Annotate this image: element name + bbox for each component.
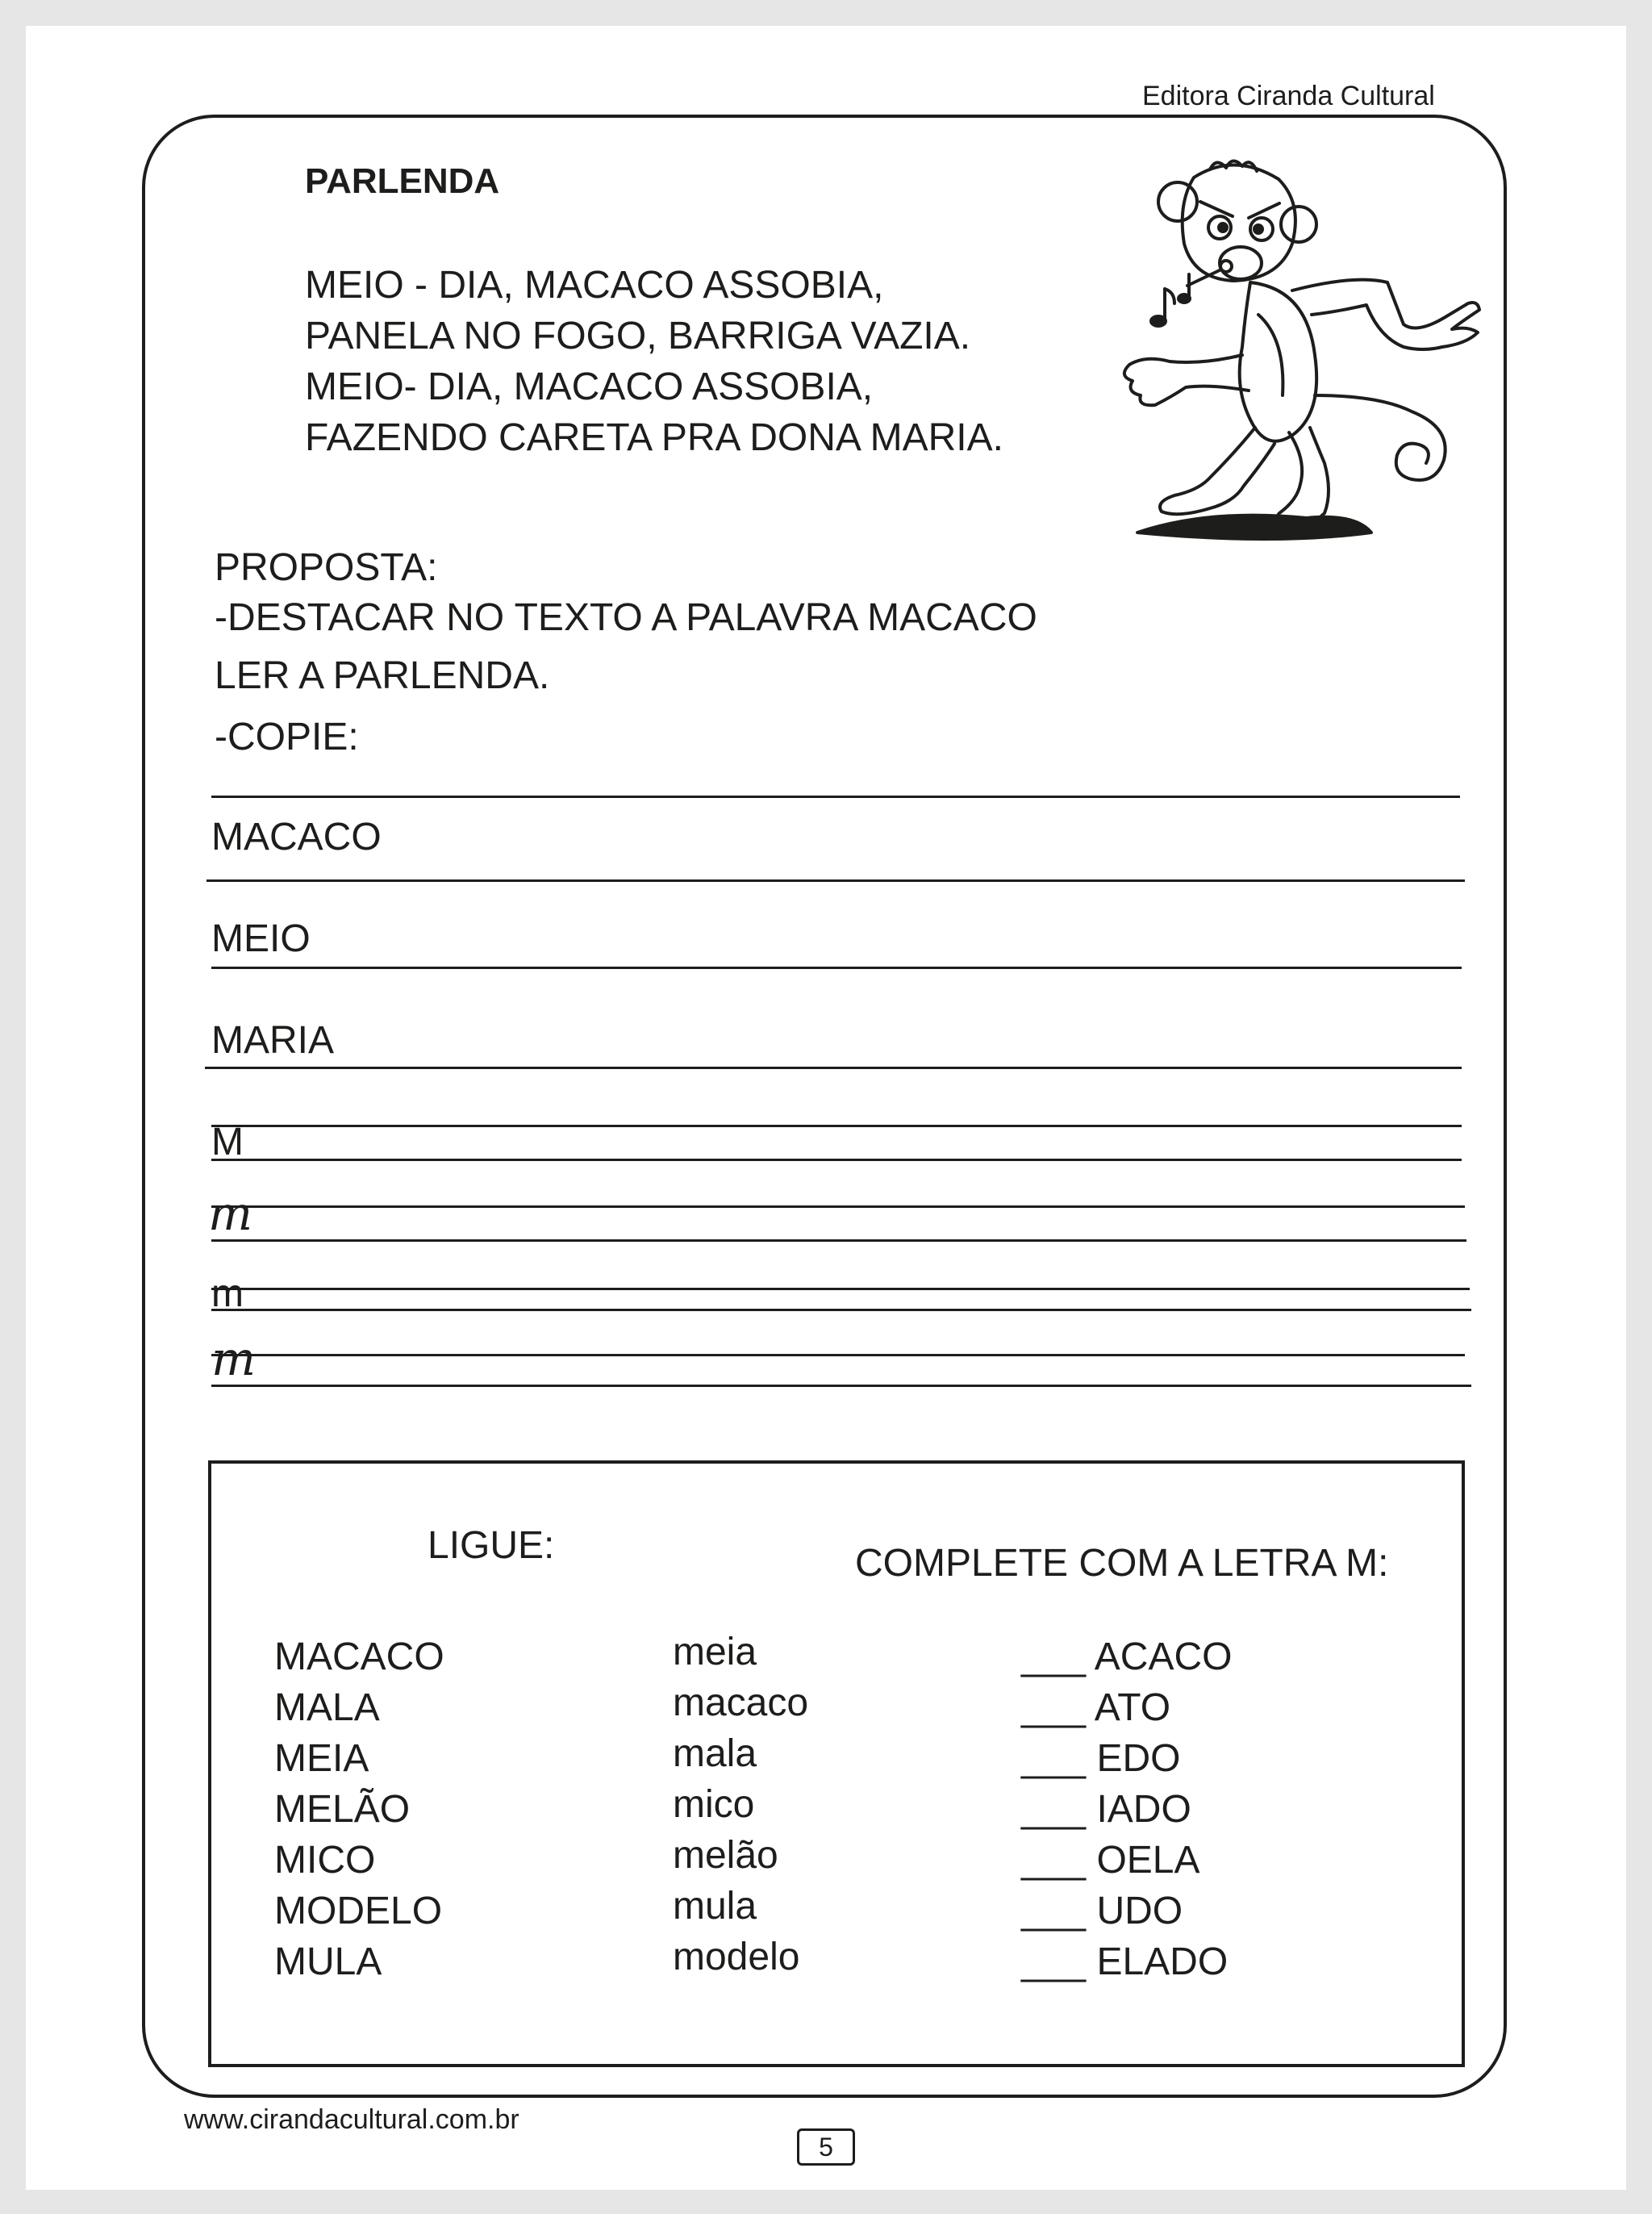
complete-blank: ___ [1021,1788,1087,1831]
copy-word-maria: MARIA [211,1019,335,1062]
monkey-illustration-icon [1113,153,1500,549]
ligue-right-column [673,1627,808,1982]
writing-line [211,796,1460,798]
proposta-title: PROPOSTA: [215,546,438,589]
ligue-left-column [274,1631,444,1987]
publisher-label: Editora Ciranda Cultural [1142,81,1435,111]
ligue-left-item: MICO [274,1839,376,1882]
complete-column [1021,1631,1232,1987]
parlenda-title: PARLENDA [305,161,500,201]
ligue-right-item: mico [673,1783,755,1826]
complete-title: COMPLETE COM A LETRA M: [855,1542,1389,1585]
ligue-right-item: melão [673,1834,778,1877]
copy-letter-lowercase: m [211,1272,244,1315]
complete-item: ___ ELADO [1021,1940,1229,1983]
writing-line [211,1159,1462,1161]
proposta-item: -DESTACAR NO TEXTO A PALAVRA MACACO [215,596,1037,639]
guide-line [211,1125,1462,1127]
writing-line [211,1309,1471,1311]
ligue-left-item: MULA [274,1940,382,1983]
guide-line [211,1205,1465,1208]
writing-line [206,879,1465,882]
complete-blank: ___ [1021,1839,1087,1882]
ligue-title: LIGUE: [428,1524,555,1567]
complete-item: ___ ACACO [1021,1635,1233,1678]
writing-line [205,1067,1462,1069]
poem-line: PANELA NO FOGO, BARRIGA VAZIA. [305,315,971,357]
copy-letter-uppercase: M [211,1121,244,1163]
ligue-right-item: meia [673,1631,757,1673]
guide-line [211,1354,1465,1356]
complete-item: ___ IADO [1021,1788,1191,1831]
ligue-left-item: MEIA [274,1737,369,1780]
complete-item: ___ OELA [1021,1839,1200,1882]
copy-word-macaco: MACACO [211,816,382,858]
ligue-left-item: MACACO [274,1635,444,1678]
ligue-left-item: MODELO [274,1890,443,1932]
writing-line [211,967,1462,969]
poem-line: MEIO- DIA, MACACO ASSOBIA, [305,366,874,408]
ligue-left-item: MALA [274,1686,380,1729]
copy-word-meio: MEIO [211,917,311,960]
writing-line [211,1385,1471,1387]
guide-line [211,1288,1470,1290]
ligue-right-item: mala [673,1732,757,1775]
ligue-right-item: mula [673,1885,757,1928]
complete-blank: ___ [1021,1686,1087,1729]
complete-blank: ___ [1021,1940,1087,1983]
writing-line [211,1239,1466,1242]
page-number: 5 [797,2128,855,2166]
ligue-left-item: MELÃO [274,1788,411,1831]
ligue-right-item: macaco [673,1681,809,1724]
copy-letter-script-lower: m [211,1331,256,1386]
complete-item: ___ UDO [1021,1890,1183,1932]
copy-letter-script-upper: m [208,1186,252,1241]
complete-blank: ___ [1021,1890,1087,1932]
ligue-right-item: modelo [673,1936,800,1978]
copie-title: -COPIE: [215,716,359,758]
poem-line: FAZENDO CARETA PRA DONA MARIA. [305,416,1003,459]
parlenda-poem [305,260,1003,463]
complete-blank: ___ [1021,1635,1087,1678]
footer-url: www.cirandacultural.com.br [184,2104,519,2135]
poem-line: MEIO - DIA, MACACO ASSOBIA, [305,264,884,307]
complete-item: ___ EDO [1021,1737,1181,1780]
proposta-item: LER A PARLENDA. [215,654,550,697]
complete-item: ___ ATO [1021,1686,1171,1729]
complete-blank: ___ [1021,1737,1087,1780]
